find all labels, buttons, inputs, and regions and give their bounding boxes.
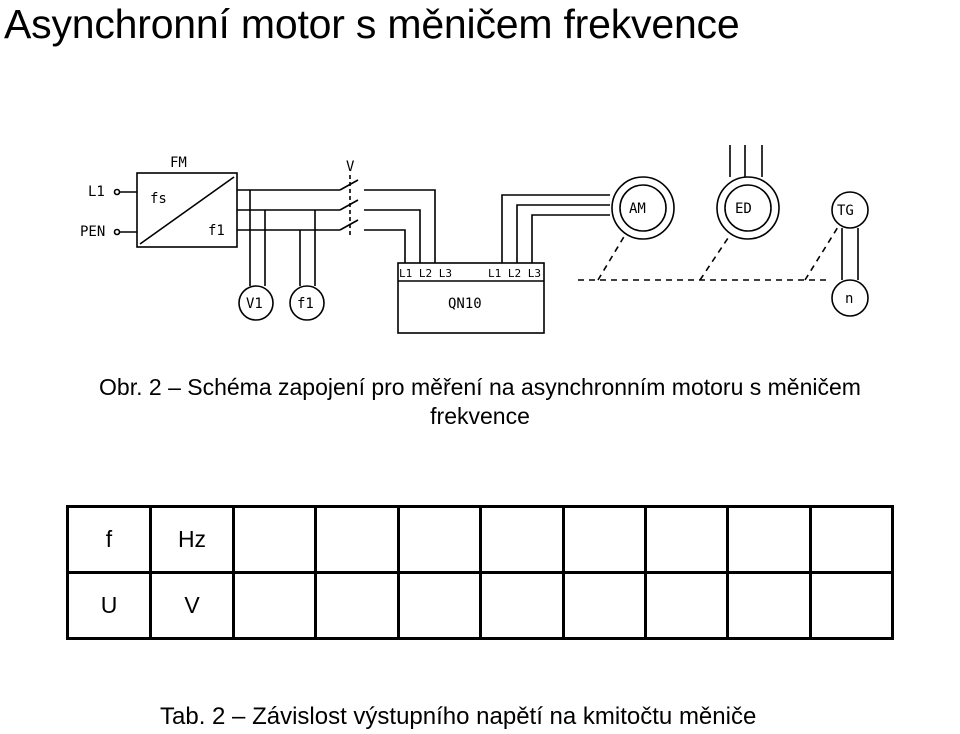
wiring-schematic (70, 135, 890, 345)
table-cell[interactable] (234, 573, 316, 639)
voltmeter-label: V1 (246, 296, 263, 312)
input-l1-label: L1 (88, 184, 105, 200)
motor-label: AM (629, 201, 646, 217)
tachogenerator-label: TG (837, 203, 854, 219)
slide-title: Asynchronní motor s měničem frekvence (4, 1, 740, 47)
table-cell[interactable] (481, 507, 563, 573)
figure-caption-line1: Obr. 2 – Schéma zapojení pro měření na asynchronním motoru s měničem (99, 374, 861, 400)
figure-caption-line2: frekvence (430, 403, 530, 429)
table-cell[interactable] (563, 573, 645, 639)
table-cell[interactable] (316, 573, 398, 639)
table-cell[interactable] (316, 507, 398, 573)
switch-label: V (346, 159, 355, 175)
table-row (68, 507, 893, 573)
module-terminals-out: L1 L2 L3 (488, 267, 541, 280)
row-symbol: f (68, 507, 151, 573)
table-cell[interactable] (645, 573, 727, 639)
dynamo-label: ED (735, 201, 752, 217)
converter-label: FM (170, 155, 187, 171)
table-caption: Tab. 2 – Závislost výstupního napětí na kmitočtu měniče (160, 703, 757, 730)
table-cell[interactable] (728, 573, 810, 639)
table-cell[interactable] (398, 507, 480, 573)
table-row (68, 573, 893, 639)
table-cell[interactable] (810, 573, 892, 639)
module-name: QN10 (448, 296, 482, 312)
converter-output-symbol: f1 (208, 223, 225, 239)
table-cell[interactable] (234, 507, 316, 573)
table-cell[interactable] (728, 507, 810, 573)
table-cell[interactable] (563, 507, 645, 573)
table-cell[interactable] (481, 573, 563, 639)
input-pen-label: PEN (80, 224, 106, 240)
table-cell[interactable] (810, 507, 892, 573)
row-symbol: U (68, 573, 151, 639)
table-cell[interactable] (645, 507, 727, 573)
measurement-table (66, 505, 894, 640)
table-cell[interactable] (398, 573, 480, 639)
row-unit: Hz (151, 507, 234, 573)
figure-caption (0, 373, 960, 431)
module-terminals-in: L1 L2 L3 (399, 267, 452, 280)
row-unit: V (151, 573, 234, 639)
converter-input-symbol: fs (150, 191, 167, 207)
frequency-meter-label: f1 (297, 296, 314, 312)
speed-meter-label: n (845, 291, 854, 307)
